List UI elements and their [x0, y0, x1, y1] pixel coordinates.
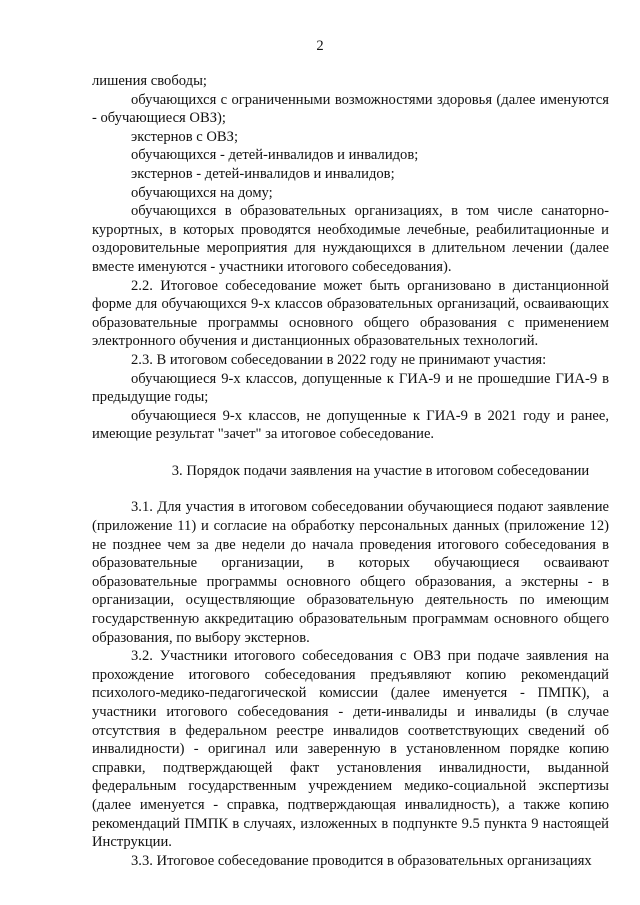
list-item-home-students: обучающихся на дому;	[131, 184, 273, 201]
paragraph-continuation: лишения свободы;	[92, 73, 207, 89]
clause-3-1: 3.1. Для участия в итоговом собеседовании обучающиеся подают заявление (приложение 11) и согласие на обработку персональных данных (приложение 12) не позднее чем за две недели до начала проведения итогового собеседования в образовательные организации, в которых обучающиеся осваивают образовательные программы основного общего образования, а экстерны - в организации, осуществляющие образовательную деятельность по имеющим государственную аккредитацию образовательным программам основного общего образования, по выбору экстернов.	[92, 499, 609, 646]
clause-2-3-item-2: обучающиеся 9-х классов, не допущенные к ГИА-9 в 2021 году и ранее, имеющие результат "зачет" за итоговое собеседование.	[92, 407, 609, 443]
list-item-externs-ovz: экстернов с ОВЗ;	[131, 128, 239, 145]
clause-2-2: 2.2. Итоговое собеседование может быть организовано в дистанционной форме для обучающихся 9-х классов образовательных организаций, осваивающих образовательные программы основного общего образования с применением электронного обучения и дистанционных образовательных технологий.	[92, 277, 609, 350]
list-item-disabled-students: обучающихся - детей-инвалидов и инвалидов;	[131, 147, 419, 164]
list-item-ovz: обучающихся с ограниченными возможностями здоровья (далее именуются - обучающиеся ОВЗ);	[92, 91, 609, 127]
section-3-heading: 3. Порядок подачи заявления на участие в итоговом собеседовании	[171, 462, 590, 479]
clause-2-3-item-1: обучающиеся 9-х классов, допущенные к ГИА-9 и не прошедшие ГИА-9 в предыдущие годы;	[92, 370, 609, 406]
clause-3-3: 3.3. Итоговое собеседование проводится в образовательных организациях	[131, 852, 592, 869]
clause-2-3: 2.3. В итоговом собеседовании в 2022 году не принимают участия:	[131, 351, 547, 368]
list-item-sanatorium-students: обучающихся в образовательных организациях, в том числе санаторно-курортных, в которых проводятся необходимые лечебные, реабилитационные и оздоровительные мероприятия для нуждающихся в длительном лечении (далее вместе именуются - участники итогового собеседования).	[92, 203, 609, 275]
page-number: 2	[316, 38, 324, 54]
clause-3-2: 3.2. Участники итогового собеседования с ОВЗ при подаче заявления на прохождение итогового собеседования предъявляют копию рекомендаций психолого-медико-педагогической комиссии (далее именуется - ПМПК), а участники итогового собеседования - дети-инвалиды и инвалиды (в случае отсутствия в федеральном реестре инвалидов соответствующих сведений об инвалидности) - оригинал или заверенную в установленном порядке копию справки, подтверждающей факт установления инвалидности, выданной федеральным государственным учреждением медико-социальной экспертизы (далее именуется - справка, подтверждающая инвалидность), а также копию рекомендаций ПМПК в случаях, изложенных в подпункте 9.5 пункта 9 настоящей Инструкции.	[92, 648, 609, 851]
document-body	[92, 72, 609, 870]
list-item-disabled-externs: экстернов - детей-инвалидов и инвалидов;	[131, 165, 395, 182]
